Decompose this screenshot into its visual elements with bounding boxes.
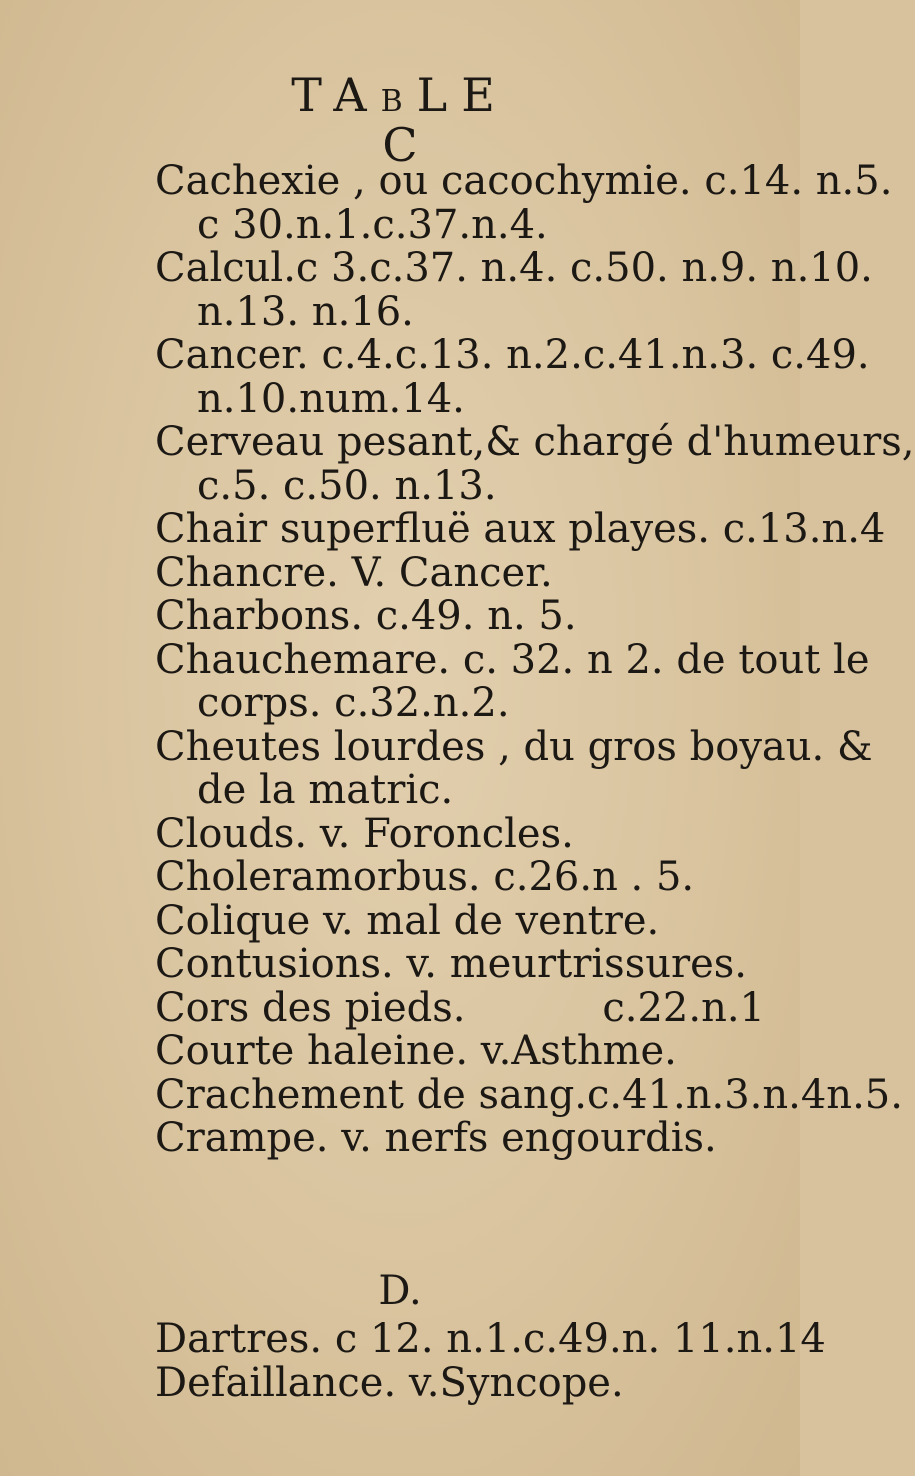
index-entry bbox=[155, 1359, 765, 1406]
index-entry bbox=[155, 984, 765, 1031]
index-entry bbox=[155, 245, 873, 335]
entry-line: Chauchemare. c. 32. n 2. de tout le bbox=[155, 636, 870, 683]
page-title bbox=[0, 68, 800, 122]
entry-line: Chancre. V. Cancer. bbox=[155, 549, 553, 596]
entry-line: Crachement de sang.c.41.n.3.n.4n.5. bbox=[155, 1071, 903, 1118]
index-entry bbox=[155, 332, 870, 422]
entry-continuation: corps. c.32.n.2. bbox=[197, 680, 510, 726]
entry-line: Contusions. v. meurtrissures. bbox=[155, 941, 748, 987]
entry-continuation: n.13. n.16. bbox=[197, 288, 414, 335]
entry-line: Calcul.c 3.c.37. n.4. c.50. n.9. n.10. bbox=[155, 245, 873, 291]
entry-line: Cancer. c.4.c.13. n.2.c.41.n.3. c.49. bbox=[155, 332, 870, 378]
entry-line: Dartres. c 12. n.1.c.49.n. 11.n.14 bbox=[155, 1316, 826, 1362]
entry-line: Cors des pieds. bbox=[155, 984, 466, 1031]
entry-continuation: n.10.num.14. bbox=[197, 375, 465, 422]
index-entry bbox=[155, 856, 765, 900]
index-entry bbox=[155, 1030, 765, 1074]
entry-line: Choleramorbus. c.26.n . 5. bbox=[155, 854, 695, 900]
title-letter: A bbox=[333, 68, 381, 122]
index-entry bbox=[155, 506, 886, 552]
index-entry bbox=[155, 810, 765, 857]
entry-line: Chair superfluë aux playes. c.13.n.4 bbox=[155, 506, 886, 552]
index-entry bbox=[155, 723, 873, 813]
section-heading-c: C bbox=[382, 118, 418, 172]
entry-line: Crampe. v. nerfs engourdis. bbox=[155, 1115, 717, 1161]
title-letter: T bbox=[291, 68, 334, 122]
index-entry bbox=[155, 636, 870, 726]
title-letter: L bbox=[416, 68, 462, 122]
entry-continuation: de la matric. bbox=[197, 767, 454, 813]
section-heading-d: D. bbox=[378, 1268, 422, 1314]
index-entry bbox=[155, 1117, 765, 1161]
index-entry bbox=[155, 549, 765, 596]
entry-continuation: c.5. c.50. n.13. bbox=[197, 462, 497, 509]
entry-line: Charbons. c.49. n. 5. bbox=[155, 593, 577, 639]
index-entry bbox=[155, 1071, 903, 1118]
entry-line: Cachexie , ou cacochymie. c.14. n.5. bbox=[155, 158, 893, 204]
entry-line: Cerveau pesant,& chargé d'humeurs, bbox=[155, 419, 915, 465]
index-entry bbox=[155, 158, 893, 248]
index-entries-d bbox=[155, 1316, 826, 1406]
index-entry bbox=[155, 419, 915, 509]
entry-line: Defaillance. v.Syncope. bbox=[155, 1359, 624, 1406]
entry-continuation: c 30.n.1.c.37.n.4. bbox=[197, 201, 548, 248]
entry-line: Clouds. v. Foroncles. bbox=[155, 810, 574, 857]
title-letter: E bbox=[461, 68, 509, 122]
entry-line: Colique v. mal de ventre. bbox=[155, 897, 660, 944]
entry-line: Cheutes lourdes , du gros boyau. & bbox=[155, 723, 873, 770]
index-entry bbox=[155, 943, 765, 987]
index-entry bbox=[155, 1316, 826, 1362]
title-letter: B bbox=[380, 84, 417, 119]
index-entry bbox=[155, 595, 765, 639]
index-entry bbox=[155, 897, 765, 944]
entry-reference: c.22.n.1 bbox=[602, 984, 765, 1031]
entry-line: Courte haleine. v.Asthme. bbox=[155, 1028, 677, 1074]
index-entries-c bbox=[155, 158, 915, 1161]
